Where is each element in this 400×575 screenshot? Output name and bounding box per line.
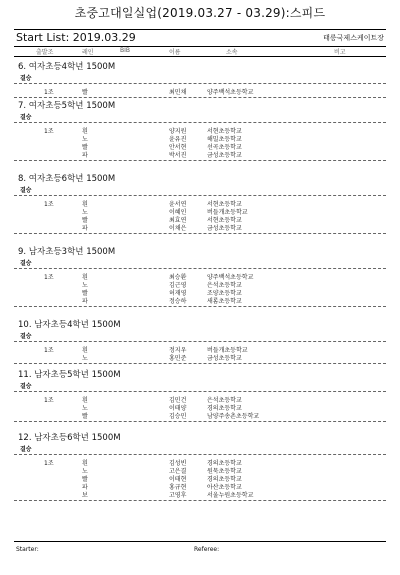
skater-team: 버들개초등학교 <box>207 347 248 354</box>
skater-team: 경의초등학교 <box>207 460 242 467</box>
entry-row <box>14 134 386 142</box>
entry-row <box>14 466 386 474</box>
event-separator <box>14 363 386 364</box>
skater-team: 금성초등학교 <box>207 152 242 159</box>
event-title: 9. 남자초등3학년 1500M <box>18 247 116 257</box>
skater-team: 경의초등학교 <box>207 405 242 412</box>
skater-team: 원묵초등학교 <box>207 468 242 475</box>
event-title: 7. 여자초등5학년 1500M <box>18 101 116 111</box>
skater-team: 금성초등학교 <box>207 355 242 362</box>
skater-team: 새롬초등학교 <box>207 298 242 305</box>
event-separator <box>14 233 386 234</box>
skater-name: 윤서연 <box>169 201 187 208</box>
heat-number: 1조 <box>44 274 54 281</box>
lane-color: 노 <box>82 136 88 143</box>
lane-color: 빨 <box>82 290 88 297</box>
col-bib: BIB <box>120 47 131 54</box>
entry-row <box>14 87 386 95</box>
skater-team: 해밀초등학교 <box>207 136 242 143</box>
skater-name: 이태양 <box>169 405 187 412</box>
col-heat: 출발조 <box>36 49 54 56</box>
lane-color: 노 <box>82 209 88 216</box>
event-separator <box>14 341 386 342</box>
entry-row <box>14 490 386 498</box>
skater-team: 은석초등학교 <box>207 282 242 289</box>
lane-color: 흰 <box>82 347 88 354</box>
lane-color: 노 <box>82 405 88 412</box>
entry-row <box>14 215 386 223</box>
event-separator <box>14 97 386 98</box>
skater-name: 허재영 <box>169 290 187 297</box>
skater-name: 홍민준 <box>169 355 187 362</box>
heat-number: 1조 <box>44 460 54 467</box>
heat-number: 1조 <box>44 347 54 354</box>
skater-name: 최승환 <box>169 274 187 281</box>
skater-name: 박서진 <box>169 152 187 159</box>
heat-number: 1조 <box>44 397 54 404</box>
lane-color: 흰 <box>82 201 88 208</box>
lane-color: 노 <box>82 282 88 289</box>
entry-row <box>14 482 386 490</box>
lane-color: 빨 <box>82 217 88 224</box>
event-separator <box>14 268 386 269</box>
lane-color: 파 <box>82 152 88 159</box>
col-name: 이름 <box>169 49 181 56</box>
entry-row <box>14 296 386 304</box>
entry-row <box>14 474 386 482</box>
col-team: 소속 <box>226 49 238 56</box>
skater-team: 서현초등학교 <box>207 217 242 224</box>
round-label: 결승 <box>20 446 32 453</box>
starter-label: Starter: <box>16 546 39 553</box>
lane-color: 빨 <box>82 476 88 483</box>
entry-row <box>14 288 386 296</box>
col-lane: 레인 <box>82 49 94 56</box>
lane-color: 보 <box>82 492 88 499</box>
round-label: 결승 <box>20 333 32 340</box>
skater-name: 윤유진 <box>169 136 187 143</box>
entry-row <box>14 395 386 403</box>
skater-team: 경의초등학교 <box>207 476 242 483</box>
entry-row <box>14 403 386 411</box>
entry-row <box>14 199 386 207</box>
skater-team: 선곡초등학교 <box>207 144 242 151</box>
skater-team: 금성초등학교 <box>207 225 242 232</box>
skater-team: 양주백석초등학교 <box>207 89 254 96</box>
entry-row <box>14 223 386 231</box>
col-note: 비고 <box>334 49 346 56</box>
skater-team: 아산초등학교 <box>207 484 242 491</box>
entry-row <box>14 280 386 288</box>
round-label: 결승 <box>20 187 32 194</box>
entry-row <box>14 353 386 361</box>
entry-row <box>14 207 386 215</box>
entry-row <box>14 150 386 158</box>
start-list-date: Start List: 2019.03.29 <box>16 31 136 44</box>
skater-team: 은석초등학교 <box>207 397 242 404</box>
skater-name: 고영후 <box>169 492 187 499</box>
skater-name: 김승민 <box>169 413 187 420</box>
skater-name: 정승하 <box>169 298 187 305</box>
event-title: 6. 여자초등4학년 1500M <box>18 62 116 72</box>
event-separator <box>14 83 386 84</box>
round-label: 결승 <box>20 260 32 267</box>
lane-color: 노 <box>82 468 88 475</box>
event-title: 11. 남자초등5학년 1500M <box>18 370 121 380</box>
lane-color: 흰 <box>82 128 88 135</box>
event-title: 8. 여자초등6학년 1500M <box>18 174 116 184</box>
lane-color: 빨 <box>82 144 88 151</box>
skater-team: 양주백석초등학교 <box>207 274 254 281</box>
lane-color: 파 <box>82 298 88 305</box>
lane-color: 노 <box>82 355 88 362</box>
skater-team: 조양초등학교 <box>207 290 242 297</box>
lane-color: 파 <box>82 484 88 491</box>
skater-team: 서현초등학교 <box>207 128 242 135</box>
skater-name: 이채은 <box>169 225 187 232</box>
heat-number: 1조 <box>44 128 54 135</box>
lane-color: 흰 <box>82 460 88 467</box>
entry-row <box>14 411 386 419</box>
event-separator <box>14 306 386 307</box>
skater-name: 김근영 <box>169 282 187 289</box>
event-separator <box>14 454 386 455</box>
skater-team: 버들개초등학교 <box>207 209 248 216</box>
heat-number: 1조 <box>44 89 54 96</box>
event-separator <box>14 500 386 501</box>
event-separator <box>14 122 386 123</box>
skater-team: 남양주송촌초등학교 <box>207 413 260 420</box>
event-separator <box>14 391 386 392</box>
skater-name: 최민채 <box>169 89 187 96</box>
entry-row <box>14 458 386 466</box>
event-title: 10. 남자초등4학년 1500M <box>18 320 121 330</box>
footer-divider <box>14 541 386 542</box>
skater-team: 서현초등학교 <box>207 201 242 208</box>
skater-name: 김민건 <box>169 397 187 404</box>
skater-name: 최효연 <box>169 217 187 224</box>
skater-team: 서울누원초등학교 <box>207 492 254 499</box>
event-separator <box>14 160 386 161</box>
page-title: 초중고대일실업(2019.03.27 - 03.29):스피드 <box>74 6 326 20</box>
skater-name: 양지원 <box>169 128 187 135</box>
skater-name: 정지우 <box>169 347 187 354</box>
venue-label: 태릉국제스케이트장 <box>323 34 384 42</box>
lane-color: 빨 <box>82 413 88 420</box>
heat-number: 1조 <box>44 201 54 208</box>
round-label: 결승 <box>20 383 32 390</box>
entry-row <box>14 142 386 150</box>
lane-color: 빨 <box>82 89 88 96</box>
entry-row <box>14 126 386 134</box>
event-separator <box>14 195 386 196</box>
entry-row <box>14 345 386 353</box>
event-separator <box>14 421 386 422</box>
referee-label: Referee: <box>194 546 220 553</box>
skater-name: 이혜인 <box>169 209 187 216</box>
lane-color: 흰 <box>82 397 88 404</box>
start-list-bar <box>14 29 386 47</box>
column-header <box>14 46 386 57</box>
skater-name: 김성빈 <box>169 460 187 467</box>
skater-name: 안서현 <box>169 144 187 151</box>
round-label: 결승 <box>20 114 32 121</box>
lane-color: 흰 <box>82 274 88 281</box>
skater-name: 고은결 <box>169 468 187 475</box>
skater-name: 이태현 <box>169 476 187 483</box>
skater-name: 홍규현 <box>169 484 187 491</box>
lane-color: 파 <box>82 225 88 232</box>
round-label: 결승 <box>20 75 32 82</box>
entry-row <box>14 272 386 280</box>
event-title: 12. 남자초등6학년 1500M <box>18 433 121 443</box>
